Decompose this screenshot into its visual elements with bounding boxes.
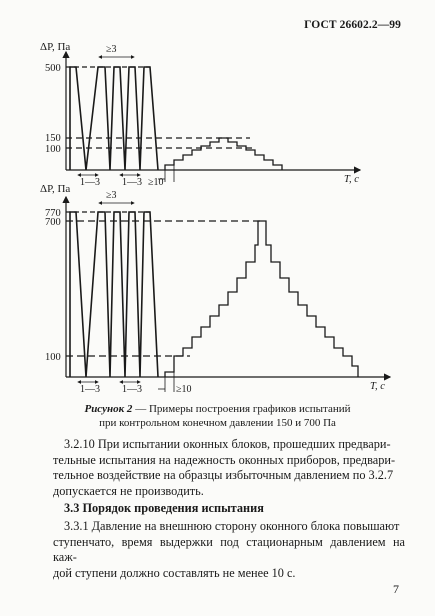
paragraph-3-2-10 — [53, 437, 405, 499]
top-y-tick-100: 100 — [45, 144, 61, 155]
top-y-tick-150: 150 — [45, 133, 61, 144]
bottom-graph — [66, 197, 390, 392]
p3210-line2: тельные испытания на надежность оконных приборов, предвари- — [53, 452, 396, 467]
top-y-tick-500: 500 — [45, 63, 61, 74]
standard-header: ГОСТ 26602.2—99 — [304, 19, 401, 31]
p331-line1: 3.3.1 Давление на внешнюю сторону оконного блока повышают — [64, 519, 400, 533]
bottom-y-tick-770: 770 — [45, 208, 61, 219]
top-graph — [66, 52, 360, 182]
bottom-x-axis-label: T, с — [370, 381, 385, 392]
p3210-line4: допускается не производить. — [53, 483, 204, 498]
page-number: 7 — [393, 582, 399, 596]
top-y-axis-label: ΔP, Па — [40, 41, 71, 53]
bottom-dim-1-3-a: 1—3 — [80, 384, 100, 395]
top-dim-ge3: ≥3 — [106, 44, 117, 55]
bottom-dim-ge3: ≥3 — [106, 190, 117, 201]
top-staircase — [165, 138, 282, 170]
p3210-line1: 3.2.10 При испытании оконных блоков, прошедших предвари- — [64, 437, 391, 451]
bottom-pulses — [70, 212, 158, 377]
section-3-3-title: 3.3 Порядок проведения испытания — [64, 501, 264, 515]
top-dim-ge10: ≥10 — [148, 177, 164, 188]
p331-line2: ступенчато, время выдержки под стационарным давлением на каж- — [53, 534, 405, 564]
p3210-line3: тельное воздействие на образцы избыточным давлением по 3.2.7 — [53, 468, 394, 482]
top-x-axis-label: T, с — [344, 174, 359, 185]
caption-line2: при контрольном конечном давлении 150 и 700 Па — [99, 416, 336, 429]
bottom-y-tick-700: 700 — [45, 217, 61, 228]
top-dim-1-3-b: 1—3 — [122, 177, 142, 188]
bottom-dim-1-3-b: 1—3 — [122, 384, 142, 395]
top-pulses — [70, 67, 158, 170]
p331-line3: дой ступени должно составлять не менее 10 с. — [53, 565, 296, 580]
figure-caption — [0, 403, 435, 430]
bottom-staircase — [165, 221, 358, 377]
bottom-dim-ge10: ≥10 — [176, 384, 192, 395]
bottom-y-axis-label: ΔP, Па — [40, 183, 71, 195]
paragraph-3-3-1 — [53, 519, 405, 581]
caption-line1: — Примеры построения графиков испытаний — [132, 403, 351, 415]
top-dim-1-3-a: 1—3 — [80, 177, 100, 188]
bottom-y-tick-100: 100 — [45, 352, 61, 363]
caption-label: Рисунок 2 — [84, 403, 133, 415]
